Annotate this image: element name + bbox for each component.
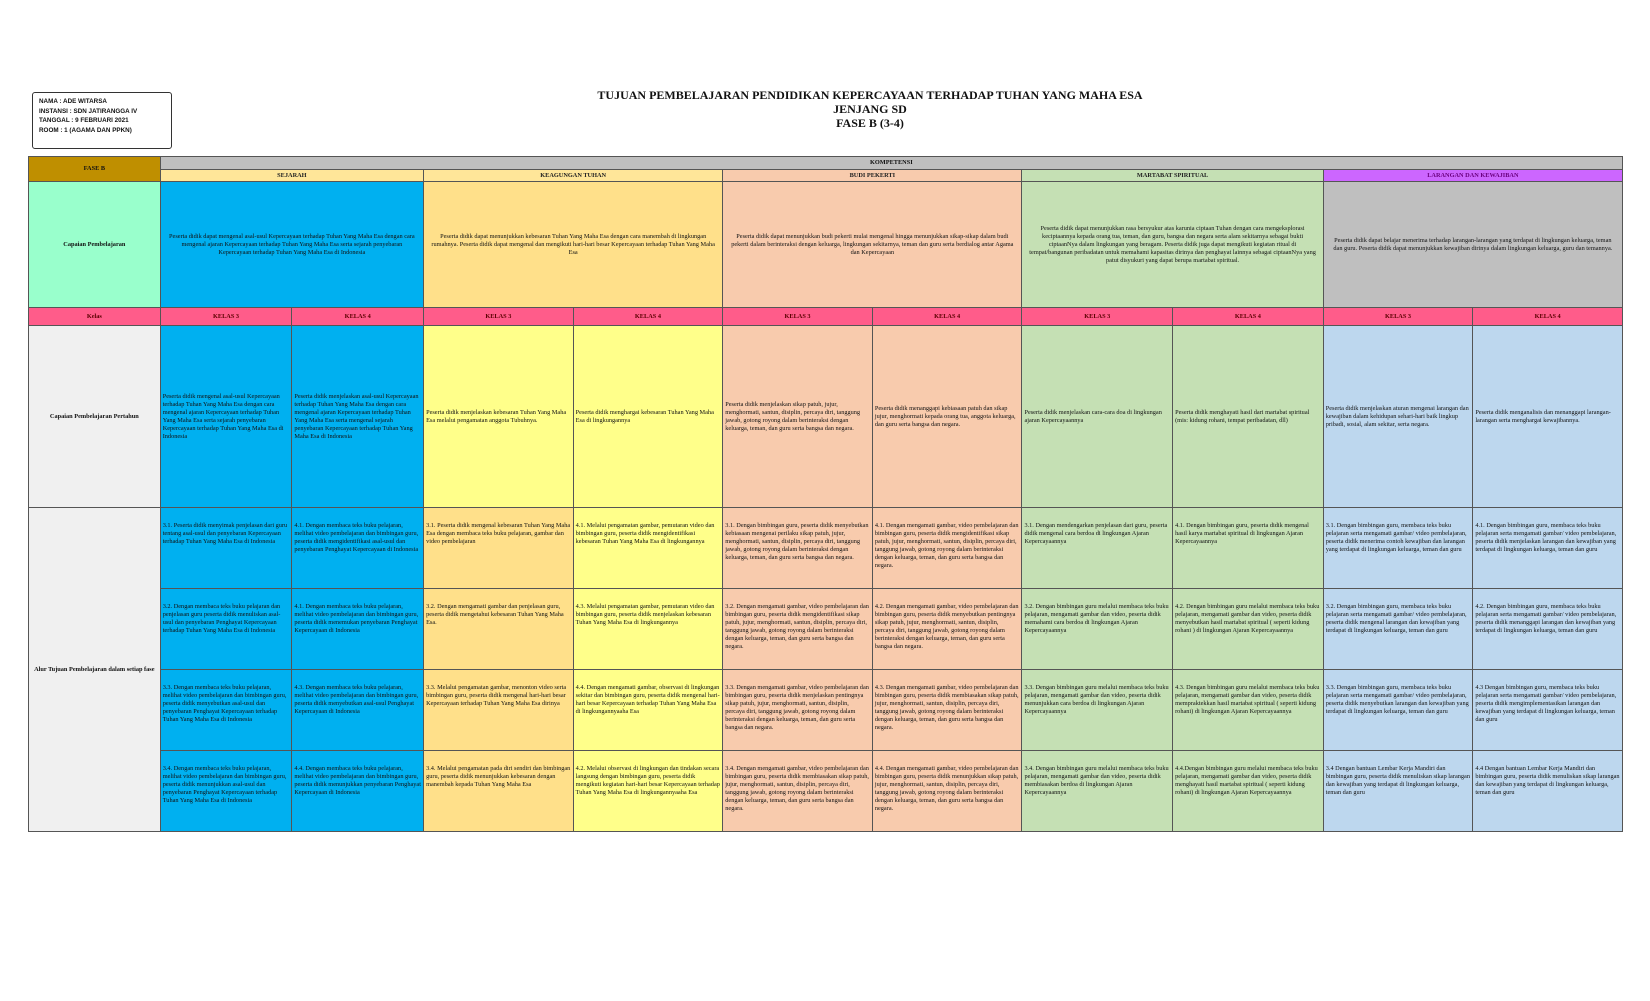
atp-cell: 3.1. Dengan bimbingan guru, membaca teks buku pelajaran serta mengamati gambar/ video pembelajaran, peserta didik menerima contoh kewajiban dan larangan yang terdapat di lingkungan keluarga, teman dan guru (1323, 508, 1473, 589)
atp-cell: 4.3. Dengan membaca teks buku pelajaran, melihat video pembelajaran dan bimbingan guru, peserta didik menyebutkan asal-usul Penghayat Kepercayaan di Indonesia (292, 670, 424, 751)
atp-cell: 3.3. Dengan membaca teks buku pelajaran, melihat video pembelajaran dan bimbingan guru, peserta didik menyebutkan asal-usul dan penyebaran Penghayat Kepercayaan terhadap Tuhan Yang Maha Esa di Indonesia (160, 670, 292, 751)
atp-cell: 3.3. Dengan bimbingan guru, membaca teks buku pelajaran serta mengamati gambar/ video pembelajaran, peserta didik menyebutkan larangan dan kewajiban yang terdapat di lingkungan keluarga, teman dan guru (1323, 670, 1473, 751)
atp-cell: 4.1. Dengan bimbingan guru, peserta didik mengenal hasil karya martabat spiritual di lingkungan Ajaran Kepercayaannya (1173, 508, 1324, 589)
document-title (430, 88, 1310, 130)
atp-cell: 3.3. Dengan mengamati gambar, video pembelajaran dan bimbingan guru, peserta didik menjelaskan pentingnya sikap patuh, jujur, menghormati, santun, disiplin, percaya diri, tanggung jawab, gotong royong dalam berinteraksi dengan keluarga, teman, dan guru serta bangsa dan negara. (723, 670, 873, 751)
atp-cell: 4.2. Dengan bimbingan guru melalui membaca teks buku pelajaran, mengamati gambar dan video, peserta didik menyebutkan hasil martabat spiritual ( seperti kidung rohani ) di lingkungan Ajaran Kepercayaannya (1173, 589, 1324, 670)
atp-cell: 3.4. Dengan membaca teks buku pelajaran, melihat video pembelajaran dan bimbingan guru, peserta didik menunjukkan asal-usul dan penyebaran Penghayat Kepercayaan terhadap Tuhan Yang Maha Esa di Indonesia (160, 751, 292, 832)
row-label-alur: Alur Tujuan Pembelajaran dalam setiap fase (29, 508, 161, 832)
capaian-tahun-cell: Peserta didik menjelaskan cara-cara doa di lingkungan ajaran Kepercayaannya (1022, 326, 1173, 508)
row-label-kelas: Kelas (29, 308, 161, 326)
kelas-label: KELAS 4 (1173, 308, 1324, 326)
author-info-box (32, 92, 172, 149)
atp-cell: 4.1. Dengan bimbingan guru, membaca teks buku pelajaran serta mengamati gambar/ video pembelajaran, peserta didik menjelaskan larangan dan kewajiban yang terdapat di lingkungan keluarga, teman dan guru (1473, 508, 1623, 589)
section-header-sejarah: SEJARAH (160, 170, 423, 182)
author-room: ROOM : 1 (AGAMA DAN PPKN) (39, 126, 132, 134)
section-header-keagungan: KEAGUNGAN TUHAN (424, 170, 723, 182)
capaian-keagungan: Peserta didik dapat menunjukkan kebesaran Tuhan Yang Maha Esa dengan cara manembah di lingkungan rumahnya. Peserta didik dapat mengenal dan mengikuti hari-hari besar Kepercayaan terhadap Tuhan Yang Maha Esa (424, 182, 723, 308)
atp-cell: 4.2. Dengan bimbingan guru, membaca teks buku pelajaran serta mengamati gambar/ video pembelajaran, peserta didik menanggapi larangan dan kewajiban yang terdapat di lingkungan keluarga, teman dan guru (1473, 589, 1623, 670)
atp-cell: 3.1. Peserta didik mengenal kebesaran Tuhan Yang Maha Esa dengan membaca teks buku pelajaran, gambar dan video pembelajaran (424, 508, 574, 589)
atp-cell: 3.1. Dengan mendengarkan penjelasan dari guru, peserta didik mengenal cara berdoa di lingkungan Ajaran Kepercayaannya (1022, 508, 1173, 589)
atp-cell: 4.1. Dengan membaca teks buku pelajaran, melihat video pembelajaran dan bimbingan guru, peserta didik menemukan penyebaran Penghayat Kepercayaan di Indonesia (292, 589, 424, 670)
capaian-tahun-cell: Peserta didik menghayati hasil dari martabat spiritual (mis: kidung rohani, tempat peribadatan, dll) (1173, 326, 1324, 508)
title-line-1: TUJUAN PEMBELAJARAN PENDIDIKAN KEPERCAYAAN TERHADAP TUHAN YANG MAHA ESA (597, 88, 1143, 102)
atp-cell: 4.2. Melalui observasi di lingkungan dan tindakan secara langsung dengan bimbingan guru, peserta didik mengikuti kegiatan hari-hari besar Kepercayaan terhadap Tuhan Yang Maha Esa di lingkungannyaaha Esa (573, 751, 723, 832)
capaian-larangan: Peserta didik dapat belajar menerima terhadap larangan-larangan yang terdapat di lingkungan keluarga, teman dan guru. Peserta didik dapat menunjukkan kewajiban dirinya dalam lingkungan keluarga, guru dan temannya. (1323, 182, 1622, 308)
section-header-martabat: MARTABAT SPIRITUAL (1022, 170, 1323, 182)
section-header-larangan: LARANGAN DAN KEWAJIBAN (1323, 170, 1622, 182)
capaian-tahun-cell: Peserta didik menjelaskan aturan mengenai larangan dan kewajiban dalam kehidupan sehari-hari baik lingkup pribadi, sosial, alam sekitar, serta negara. (1323, 326, 1473, 508)
atp-cell: 4.1. Dengan membaca teks buku pelajaran, melihat video pembelajaran dan bimbingan guru, peserta didik mengidentifikasi asal-usul dan penyebaran Penghayat Kepercayaan di Indonesia (292, 508, 424, 589)
atp-cell: 4.4 Dengan bantuan Lembar Kerja Mandiri dan bimbingan guru, peserta didik menuliskan sikap larangan dan kewajiban yang terdapat di lingkungan keluarga, teman dan guru (1473, 751, 1623, 832)
kelas-label: KELAS 3 (424, 308, 574, 326)
atp-cell: 3.4. Dengan bimbingan guru melalui membaca teks buku pelajaran, mengamati gambar dan video, peserta didik membiasakan berdoa di lingkungan Ajaran Kepercayaannya (1022, 751, 1173, 832)
kelas-label: KELAS 3 (723, 308, 873, 326)
atp-cell: 3.2. Dengan membaca teks buku pelajaran dan penjelasan guru peserta didik menuliskan asal-usul dan penyebaran Penghayat Kepercayaan terhadap Tuhan Yang Maha Esa di Indonesia (160, 589, 292, 670)
atp-cell: 3.1. Peserta didik menyimak penjelasan dari guru tentang asal-usul dan penyebaran Kepercayaan terhadap Tuhan Yang Maha Esa di Indonesia (160, 508, 292, 589)
atp-cell: 4.3 Dengan bimbingan guru, membaca teks buku pelajaran serta mengamati gambar/ video pembelajaran, peserta didik mengimplementasikan larangan dan kewajiban yang terdapat di lingkungan keluarga, teman dan guru (1473, 670, 1623, 751)
atp-cell: 4.1. Melalui pengamatan gambar, pemutaran video dan bimbingan guru, peserta didik mengidentifikasi kebesaran Tuhan Yang Maha Esa di lingkungannya (573, 508, 723, 589)
atp-cell: 4.3. Dengan mengamati gambar, video pembelajaran dan bimbingan guru, peserta didik membiasakan sikap patuh, jujur, menghormati, santun, disiplin, percaya diri, tanggung jawab, gotong royong dalam berinteraksi dengan keluarga, teman, dan guru serta bangsa dan negara. (872, 670, 1022, 751)
author-date: TANGGAL : 9 FEBRUARI 2021 (39, 117, 129, 124)
atp-cell: 3.4. Dengan mengamati gambar, video pembelajaran dan bimbingan guru, peserta didik membiasakan sikap patuh, jujur, menghormati, santun, disiplin, percaya diri, tanggung jawab, gotong royong dalam berinteraksi dengan keluarga, teman, dan guru serta bangsa dan negara. (723, 751, 873, 832)
kelas-label: KELAS 3 (1022, 308, 1173, 326)
row-label-capaian-pertahun: Capaian Pembelajaran Pertahun (29, 326, 161, 508)
capaian-tahun-cell: Peserta didik menganalisis dan menanggapi larangan-larangan serta menghargai kewajibannya. (1473, 326, 1623, 508)
fase-header: FASE B (29, 157, 161, 182)
atp-cell: 3.1. Dengan bimbingan guru, peserta didik menyebutkan kebiasaan mengenai perilaku sikap patuh, jujur, menghormati, santun, disiplin, percaya diri, tanggung jawab, gotong royong dalam berinteraksi dengan keluarga, teman, dan guru serta bangsa dan negara. (723, 508, 873, 589)
atp-cell: 4.3. Dengan bimbingan guru melalui membaca teks buku pelajaran, mengamati gambar dan video, peserta didik mempraktekkan hasil martabat spiritual ( seperti kidung rohani) di lingkungan Ajaran Kepercayaannya (1173, 670, 1324, 751)
atp-cell: 3.4 Dengan bantuan Lembar Kerja Mandiri dan bimbingan guru, peserta didik menuliskan sikap larangan dan kewajiban yang terdapat di lingkungan keluarga, teman dan guru (1323, 751, 1473, 832)
capaian-tahun-cell: Peserta didik menjelaskan kebesaran Tuhan Yang Maha Esa melalui pengamatan anggota Tubuhnya. (424, 326, 574, 508)
capaian-tahun-cell: Peserta didik menghargai kebesaran Tuhan Yang Maha Esa di lingkungannya (573, 326, 723, 508)
title-line-2: JENJANG SD (833, 102, 907, 116)
atp-cell: 4.4.Dengan bimbingan guru melalui membaca teks buku pelajaran, mengamati gambar dan video, peserta didik menghayati hasil martabat spiritual ( seperti kidung rohani) di lingkungan Ajaran Kepercayaannya (1173, 751, 1324, 832)
capaian-sejarah: Peserta didik dapat mengenal asal-usul Kepercayaan terhadap Tuhan Yang Maha Esa dengan cara mengenal ajaran Kepercayaan terhadap Tuhan Yang Maha Esa serta sejarah penyebaran Kepercayaan terhadap Tuhan Yang Maha Esa di Indonesia (160, 182, 423, 308)
section-header-budi-pekerti: BUDI PEKERTI (723, 170, 1022, 182)
atp-cell: 3.2. Dengan bimbingan guru melalui membaca teks buku pelajaran, mengamati gambar dan video, peserta didik memahami cara berdoa di lingkungan Ajaran Kepercayaannya (1022, 589, 1173, 670)
atp-cell: 3.3. Dengan bimbingan guru melalui membaca teks buku pelajaran, mengamati gambar dan video, peserta didik menunjukkan cara berdoa di lingkungan Ajaran Kepercayaannya (1022, 670, 1173, 751)
capaian-tahun-cell: Peserta didik mengenal asal-usul Kepercayaan terhadap Tuhan Yang Maha Esa dengan cara mengenal ajaran Kepercayaan terhadap Tuhan Yang Maha Esa serta sejarah penyebaran Kepercayaan terhadap Tuhan Yang Maha Esa di Indonesia (160, 326, 292, 508)
kelas-label: KELAS 4 (872, 308, 1022, 326)
capaian-tahun-cell: Peserta didik menjelaskan sikap patuh, jujur, menghormati, santun, disiplin, percaya diri, tanggung jawab, gotong royong dalam berinteraksi dengan keluarga, teman, dan guru serta bangsa dan negara. (723, 326, 873, 508)
title-line-3: FASE B (3-4) (836, 116, 904, 130)
learning-goals-table (28, 156, 1623, 832)
atp-cell: 3.2. Dengan mengamati gambar, video pembelajaran dan bimbingan guru, peserta didik mengidentifikasi sikap patuh, jujur, menghormati, santun, disiplin, percaya diri, tanggung jawab, gotong royong dalam berinteraksi dengan keluarga, teman, dan guru serta bangsa dan negara. (723, 589, 873, 670)
kelas-label: KELAS 3 (1323, 308, 1473, 326)
kelas-label: KELAS 3 (160, 308, 292, 326)
atp-cell: 3.2. Dengan bimbingan guru, membaca teks buku pelajaran serta mengamati gambar/ video pembelajaran, peserta didik mengenal larangan dan kewajiban yang terdapat di lingkungan keluarga, teman dan guru (1323, 589, 1473, 670)
capaian-tahun-cell: Peserta didik menjelaskan asal-usul Kepercayaan terhadap Tuhan Yang Maha Esa dengan cara mengenal ajaran Kepercayaan terhadap Tuhan Yang Maha Esa serta mengenal sejarah penyebaran Kepercayaan terhadap Tuhan Yang Maha Esa di Indonesia (292, 326, 424, 508)
atp-cell: 4.4. Dengan mengamati gambar, video pembelajaran dan bimbingan guru, peserta didik menunjukkan sikap patuh, jujur, menghormati, santun, disiplin, percaya diri, tanggung jawab, gotong royong dalam berinteraksi dengan keluarga, teman, dan guru serta bangsa dan negara. (872, 751, 1022, 832)
atp-cell: 4.1. Dengan mengamati gambar, video pembelajaran dan bimbingan guru, peserta didik mengidentifikasi sikap patuh, jujur, menghormati, santun, disiplin, percaya diri, tanggung jawab, gotong royong dalam berinteraksi dengan keluarga, teman, dan guru serta bangsa dan negara. (872, 508, 1022, 589)
kompetensi-header: KOMPETENSI (160, 157, 1622, 170)
atp-cell: 3.3. Melalui pengamatan gambar, menonton video serta bimbingan guru, peserta didik mengenal hari-hari besar Kepercayaan terhadap Tuhan Yang Maha Esa dirinya (424, 670, 574, 751)
capaian-tahun-cell: Peserta didik menanggapi kebiasaan patuh dan sikap jujur, menghormati kepada orang tua, anggota keluarga, dan guru serta bangsa dan negara. (872, 326, 1022, 508)
capaian-martabat: Peserta didik dapat menunjukkan rasa bersyukur atas karunia ciptaan Tuhan dengan cara mengeksplorasi keciptaannya kepada orang tua, teman, dan guru, bangsa dan negara serta alam sekitarnya sebagai bukti ciptaanNya dalam lingkungan yang beragam. Peserta didik juga dapat mengikuti kegiatan ritual di tempat/bangunan peribadatan untuk memahami kapasitas dirinya dan penghayat lainnya sebagai ciptaanNya yang patut disyukuri yang dapat berupa martabat spiritual. (1022, 182, 1323, 308)
atp-cell: 4.3. Melalui pengamatan gambar, pemutaran video dan bimbingan guru, peserta didik menjelaskan kebesaran Tuhan Yang Maha Esa di lingkungannya (573, 589, 723, 670)
atp-cell: 3.2. Dengan mengamati gambar dan penjelasan guru, peserta didik mengetahui kebesaran Tuhan Yang Maha Esa. (424, 589, 574, 670)
kelas-label: KELAS 4 (573, 308, 723, 326)
atp-cell: 3.4. Melalui pengamatan pada diri sendiri dan bimbingan guru, peserta didik menunjukkan kebesaran dengan manembah kepada Tuhan Yang Maha Esa (424, 751, 574, 832)
kelas-label: KELAS 4 (292, 308, 424, 326)
row-label-capaian: Capaian Pembelajaran (29, 182, 161, 308)
author-name: NAMA : ADE WITARSA (39, 98, 107, 105)
atp-cell: 4.4. Dengan mengamati gambar, observasi di lingkungan sekitar dan bimbingan guru, peserta didik mengenal hari-hari besar Kepercayaan terhadap Tuhan Yang Maha Esa di lingkungannyaaha Esa (573, 670, 723, 751)
kelas-label: KELAS 4 (1473, 308, 1623, 326)
capaian-budi-pekerti: Peserta didik dapat menunjukkan budi pekerti mulai mengenal hingga menunjukkan sikap-sikap dalam budi pekerti dalam berinteraksi dengan keluarga, lingkungan sekitarnya, teman dan guru serta berdialog antar Agama dan Kepercayaan (723, 182, 1022, 308)
atp-cell: 4.2. Dengan mengamati gambar, video pembelajaran dan bimbingan guru, peserta didik menyebutkan pentingnya sikap patuh, jujur, menghormati, santun, disiplin, percaya diri, tanggung jawab, gotong royong dalam berinteraksi dengan keluarga, teman, dan guru serta bangsa dan negara. (872, 589, 1022, 670)
atp-cell: 4.4. Dengan membaca teks buku pelajaran, melihat video pembelajaran dan bimbingan guru, peserta didik menunjukkan penyebaran Penghayat Kepercayaan di Indonesia (292, 751, 424, 832)
author-institution: INSTANSI : SDN JATIRANGGA IV (39, 107, 138, 115)
